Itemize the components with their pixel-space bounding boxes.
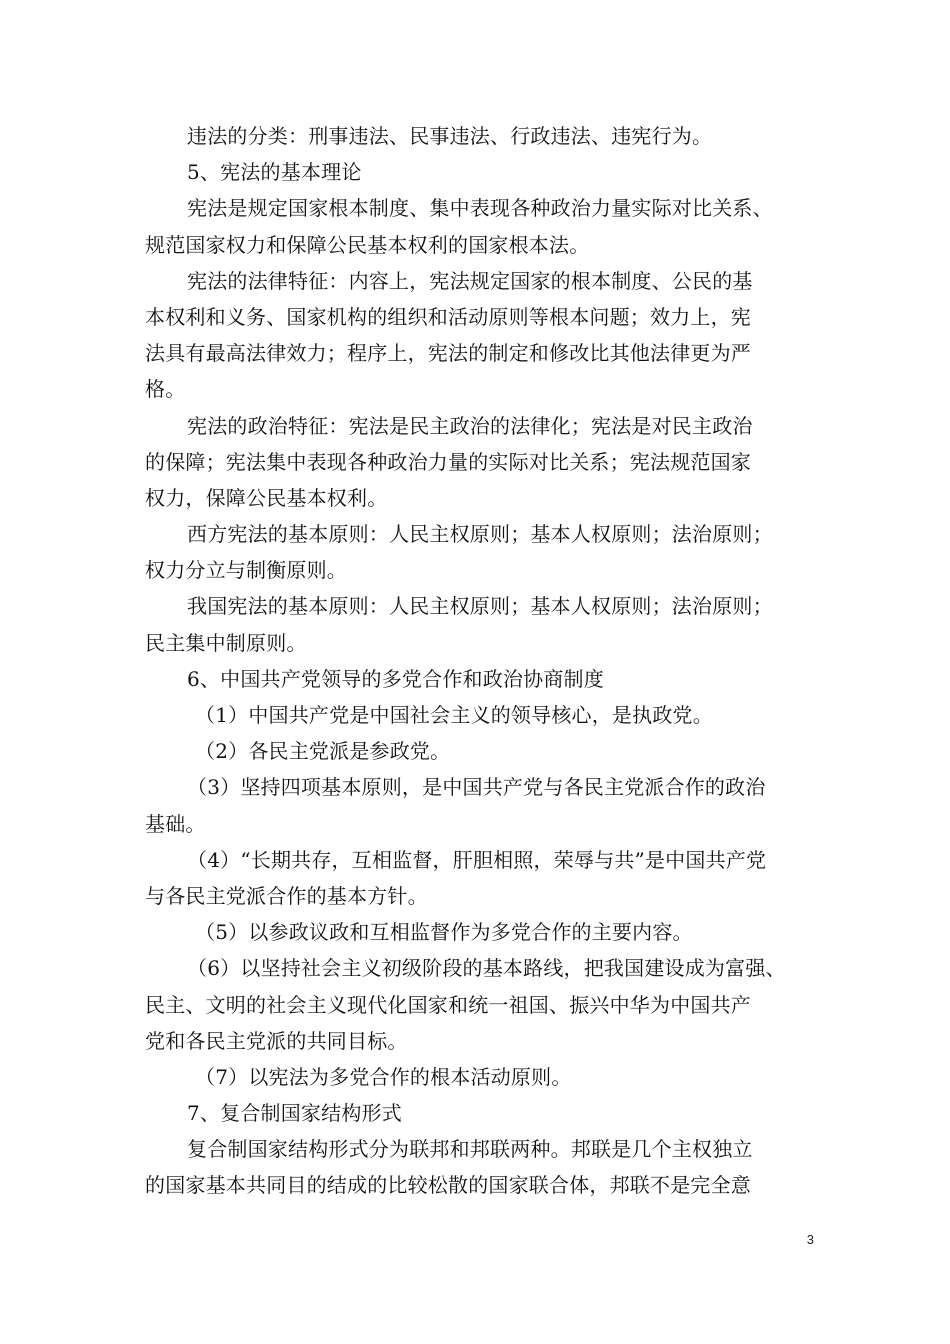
text-line: 权力分立与制衡原则。 xyxy=(145,558,347,583)
text-line: 复合制国家结构形式分为联邦和邦联两种。邦联是几个主权独立 xyxy=(187,1137,753,1162)
list-item: （6）以坚持社会主义初级阶段的基本路线，把我国建设成为富强、 xyxy=(187,956,786,981)
list-item: （1）中国共产党是中国社会主义的领导核心，是执政党。 xyxy=(195,703,713,727)
list-item: （4）“长期共存，互相监督，肝胆相照，荣辱与共”是中国共产党 xyxy=(187,847,767,872)
text-line: 民主、文明的社会主义现代化国家和统一祖国、振兴中华为中国共产 xyxy=(145,992,751,1017)
section-heading: 6、中国共产党领导的多党合作和政治协商制度 xyxy=(187,666,604,691)
page-body xyxy=(145,118,817,1204)
section-heading: 5、宪法的基本理论 xyxy=(187,160,362,185)
text-line: 宪法的法律特征：内容上，宪法规定国家的根本制度、公民的基 xyxy=(187,268,753,293)
text-line: 民主集中制原则。 xyxy=(145,630,307,655)
list-item: （2）各民主党派是参政党。 xyxy=(195,739,451,764)
text-line: 基础。 xyxy=(145,811,206,836)
list-item: （3）坚持四项基本原则，是中国共产党与各民主党派合作的政治 xyxy=(187,775,766,800)
text-line: 违法的分类：刑事违法、民事违法、行政违法、违宪行为。 xyxy=(187,124,713,148)
text-line: 法具有最高法律效力；程序上，宪法的制定和修改比其他法律更为严 xyxy=(145,341,751,366)
text-line: 宪法是规定国家根本制度、集中表现各种政治力量实际对比关系、 xyxy=(187,196,773,221)
text-line: 宪法的政治特征：宪法是民主政治的法律化；宪法是对民主政治 xyxy=(187,413,753,438)
page-number: 3 xyxy=(806,1232,814,1247)
section-heading: 7、复合制国家结构形式 xyxy=(187,1101,402,1126)
text-line: 本权利和义务、国家机构的组织和活动原则等根本问题；效力上，宪 xyxy=(145,304,751,329)
list-item: （5）以参政议政和互相监督作为多党合作的主要内容。 xyxy=(195,920,693,945)
list-item: （7）以宪法为多党合作的根本活动原则。 xyxy=(195,1064,572,1089)
text-line: 规范国家权力和保障公民基本权利的国家根本法。 xyxy=(145,232,590,257)
text-line: 的保障；宪法集中表现各种政治力量的实际对比关系；宪法规范国家 xyxy=(145,449,751,474)
text-line: 我国宪法的基本原则：人民主权原则；基本人权原则；法治原则； xyxy=(187,594,773,619)
text-line: 权力，保障公民基本权利。 xyxy=(145,485,388,510)
text-line: 格。 xyxy=(145,377,186,402)
text-line: 西方宪法的基本原则：人民主权原则；基本人权原则；法治原则； xyxy=(187,522,773,547)
text-line: 的国家基本共同目的结成的比较松散的国家联合体，邦联不是完全意 xyxy=(145,1173,751,1198)
text-line: 与各民主党派合作的基本方针。 xyxy=(145,883,428,908)
text-line: 党和各民主党派的共同目标。 xyxy=(145,1028,408,1053)
